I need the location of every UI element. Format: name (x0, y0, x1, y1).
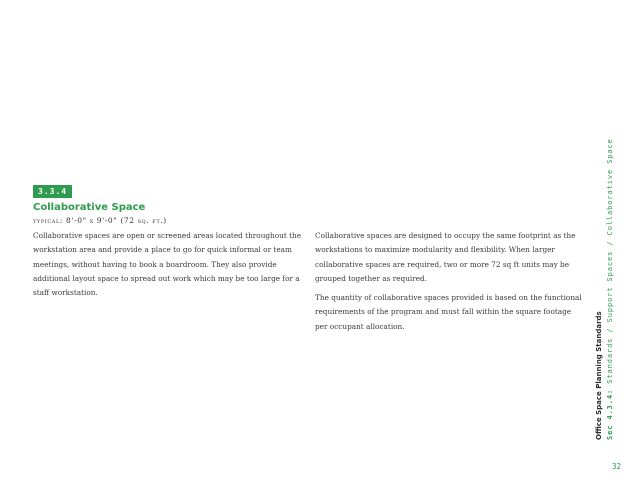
paragraph: Collaborative spaces are open or screened areas located throughout the workstation area and provide a place to go for quick informal or team meetings, without having to book a boardroom. They also provide additional layout space to spread out work which may be too large for a staff workstation. (33, 231, 302, 298)
body-column-left (33, 229, 303, 305)
section-subtitle: typical: 8'-0" x 9'-0" (72 sq. ft.) (33, 216, 167, 225)
paragraph: The quantity of collaborative spaces provided is based on the functional requirements of the program and must fall within the square footage per occupant allocation. (315, 293, 582, 331)
body-column-right (315, 229, 585, 339)
section-breadcrumb (605, 138, 615, 440)
section-path: Standards / Support Spaces / Collaborative Space (606, 138, 614, 389)
side-header (594, 138, 614, 441)
page-number: 32 (612, 462, 622, 471)
paragraph: Collaborative spaces are designed to occupy the same footprint as the workstations to maximize modularity and flexibility. When larger collaborative spaces are required, two or more 72 sq ft units may be grouped together as required. (315, 231, 576, 283)
section-number-badge: 3.3.4 (33, 185, 72, 198)
document-title: Office Space Planning Standards (595, 311, 603, 440)
section-title: Collaborative Space (33, 202, 146, 213)
section-prefix: Sec 4.3.4: (606, 388, 614, 440)
